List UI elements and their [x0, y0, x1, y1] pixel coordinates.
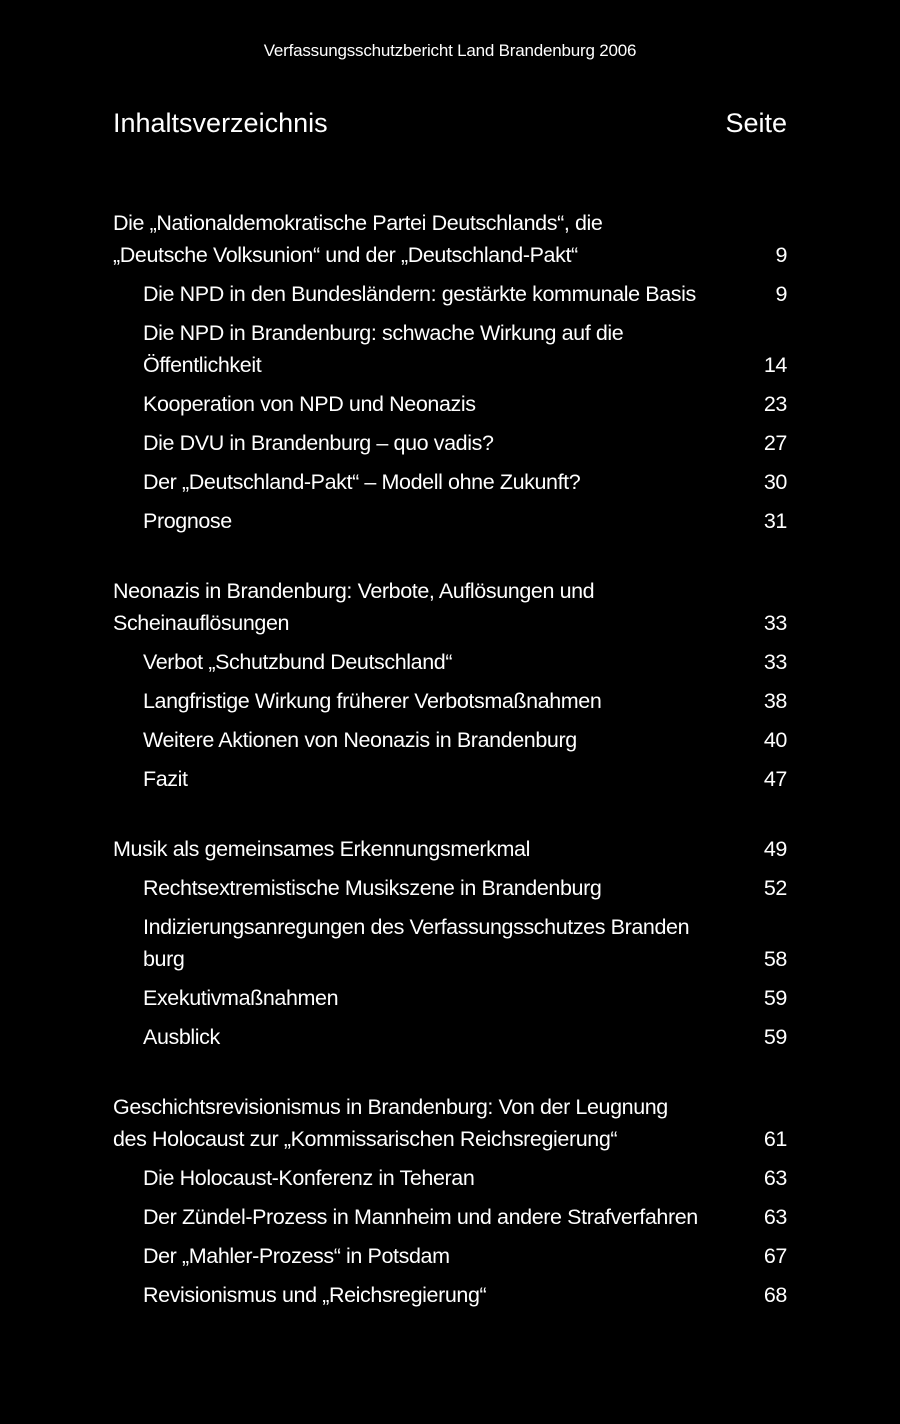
toc-page-number: 31 [763, 509, 787, 533]
toc-page-number: 9 [775, 282, 787, 306]
toc-section-entry[interactable] [113, 833, 787, 865]
toc-page-number: 61 [763, 1127, 787, 1151]
toc-page-number: 59 [763, 986, 787, 1010]
toc-subentry[interactable] [113, 278, 787, 310]
toc-page-number: 30 [763, 470, 787, 494]
toc-entry-text [143, 872, 601, 904]
toc-page-number: 52 [763, 876, 787, 900]
toc-subentry[interactable] [113, 317, 787, 381]
toc-page-number: 59 [763, 1025, 787, 1049]
toc-entry-text [143, 427, 494, 459]
toc-entry-text [143, 982, 338, 1014]
running-header: Verfassungsschutzbericht Land Brandenburg 2006 [263, 41, 637, 60]
toc-page-number: 63 [763, 1205, 787, 1229]
toc-entry-text [143, 388, 476, 420]
toc-subentry[interactable] [113, 724, 787, 756]
toc-entry-text [143, 278, 696, 310]
toc-entry-line: Musik als gemeinsames Erkennungsmerkmal [113, 837, 530, 861]
toc-entry-line: Die Holocaust-Konferenz in Teheran [143, 1166, 475, 1190]
toc-entry-text [143, 1162, 474, 1194]
toc-section-entry[interactable] [113, 575, 787, 639]
toc-subentry[interactable] [113, 505, 787, 537]
toc-entry-text [143, 466, 580, 498]
toc-subentry[interactable] [113, 427, 787, 459]
toc-entry-line: Fazit [143, 767, 188, 791]
toc-subentry[interactable] [113, 1021, 787, 1053]
toc-page-number: 33 [763, 650, 787, 674]
toc-page-number: 63 [763, 1166, 787, 1190]
toc-entry-text [143, 724, 577, 756]
toc-entry-line: Die DVU in Brandenburg – quo vadis? [143, 431, 494, 455]
toc-page-number: 49 [763, 837, 787, 861]
toc-entry-text [143, 1201, 698, 1233]
toc-entry-line: Die NPD in Brandenburg: schwache Wirkung auf die [143, 321, 624, 345]
toc-entry-text [113, 1091, 668, 1155]
toc-entry-line: Geschichtsrevisionismus in Brandenburg: Von der Leugnung [113, 1095, 668, 1119]
toc-page-number: 9 [775, 243, 787, 267]
toc-entry-line: Indizierungsanregungen des Verfassungsschutzes Branden [143, 915, 690, 939]
toc-entry-line: Ausblick [143, 1025, 220, 1049]
toc-entry-text [113, 833, 530, 865]
toc-subentry[interactable] [113, 1162, 787, 1194]
toc-page-number: 23 [763, 392, 787, 416]
toc-entry-line: Scheinauflösungen [113, 611, 290, 635]
toc-section [113, 207, 787, 537]
toc-entry-text [143, 1240, 450, 1272]
toc-section-entry[interactable] [113, 1091, 787, 1155]
toc-entry-text [143, 505, 232, 537]
toc-page-number: 67 [763, 1244, 787, 1268]
toc-entry-line: Der Zündel-Prozess in Mannheim und andere Strafverfahren [143, 1205, 698, 1229]
toc-entry-text [143, 1279, 486, 1311]
toc-entry-line: Die NPD in den Bundesländern: gestärkte kommunale Basis [143, 282, 696, 306]
toc-page-number: 38 [763, 689, 787, 713]
toc-subentry[interactable] [113, 763, 787, 795]
toc-entry-line: Rechtsextremistische Musikszene in Brandenburg [143, 876, 602, 900]
toc-subentry[interactable] [113, 1240, 787, 1272]
toc-subentry[interactable] [113, 982, 787, 1014]
toc-entry-line: Langfristige Wirkung früherer Verbotsmaßnahmen [143, 689, 602, 713]
toc-entry-line: Öffentlichkeit [143, 353, 262, 377]
toc-page-number: 33 [763, 611, 787, 635]
toc-page-label: Seite [725, 108, 787, 138]
toc-entry-line: des Holocaust zur „Kommissarischen Reichsregierung“ [113, 1127, 618, 1151]
toc-entry-text [113, 575, 594, 639]
toc-subentry[interactable] [113, 872, 787, 904]
table-of-contents [113, 207, 787, 1349]
toc-entry-line: Die „Nationaldemokratische Partei Deutschlands“, die [113, 211, 603, 235]
toc-subentry[interactable] [113, 1279, 787, 1311]
toc-subentry[interactable] [113, 646, 787, 678]
toc-page-number: 14 [763, 353, 787, 377]
toc-entry-line: Prognose [143, 509, 232, 533]
toc-entry-line: Weitere Aktionen von Neonazis in Brandenburg [143, 728, 577, 752]
toc-subentry[interactable] [113, 466, 787, 498]
toc-entry-text [143, 317, 623, 381]
toc-entry-line: Neonazis in Brandenburg: Verbote, Auflösungen und [113, 579, 595, 603]
toc-entry-line: „Deutsche Volksunion“ und der „Deutschland-Pakt“ [113, 243, 578, 267]
toc-entry-text [143, 1021, 220, 1053]
toc-entry-text [143, 763, 188, 795]
toc-entry-text [143, 911, 689, 975]
toc-entry-line: Verbot „Schutzbund Deutschland“ [143, 650, 453, 674]
toc-entry-line: Der „Deutschland-Pakt“ – Modell ohne Zukunft? [143, 470, 581, 494]
toc-entry-text [113, 207, 602, 271]
toc-page-number: 58 [763, 947, 787, 971]
toc-entry-line: burg [143, 947, 185, 971]
toc-section-entry[interactable] [113, 207, 787, 271]
toc-entry-text [143, 685, 601, 717]
toc-section [113, 575, 787, 795]
toc-subentry[interactable] [113, 1201, 787, 1233]
toc-entry-line: Revisionismus und „Reichsregierung“ [143, 1283, 487, 1307]
toc-page-number: 40 [763, 728, 787, 752]
toc-page-number: 68 [763, 1283, 787, 1307]
toc-subentry[interactable] [113, 911, 787, 975]
toc-section [113, 1091, 787, 1311]
toc-entry-line: Exekutivmaßnahmen [143, 986, 339, 1010]
toc-entry-line: Der „Mahler-Prozess“ in Potsdam [143, 1244, 450, 1268]
toc-entry-text [143, 646, 452, 678]
toc-section [113, 833, 787, 1053]
toc-title: Inhaltsverzeichnis [113, 108, 328, 138]
toc-subentry[interactable] [113, 685, 787, 717]
toc-heading [113, 108, 787, 139]
toc-page-number: 47 [763, 767, 787, 791]
toc-entry-line: Kooperation von NPD und Neonazis [143, 392, 476, 416]
toc-subentry[interactable] [113, 388, 787, 420]
toc-page-number: 27 [763, 431, 787, 455]
